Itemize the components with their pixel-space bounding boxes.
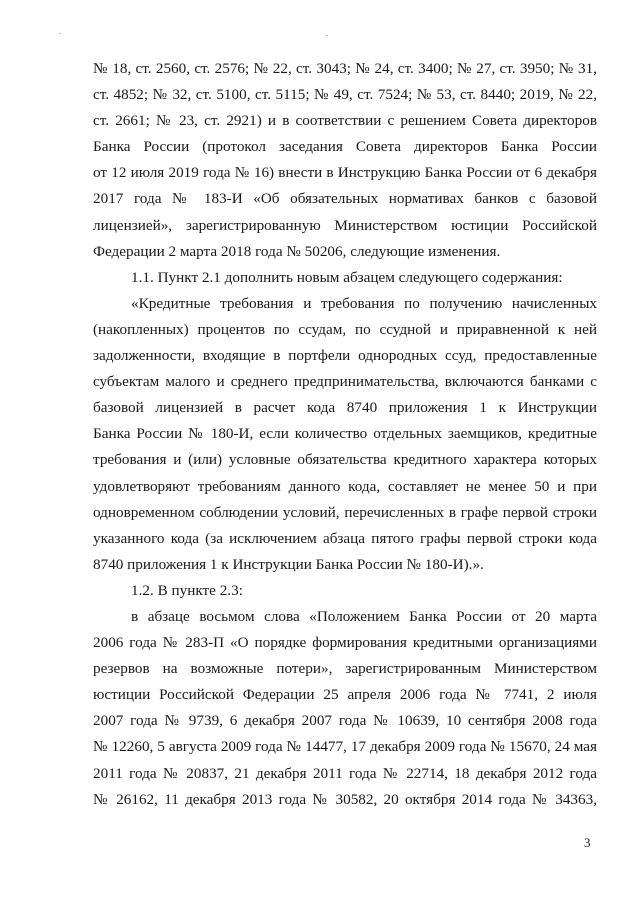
text-line: удовлетворяют требованиям данного кода, составляет не менее 50 и при	[93, 477, 597, 495]
text-line: указанного кода (за исключением абзаца пятого графы первой строки кода	[93, 529, 597, 547]
text-line: № 26162, 11 декабря 2013 года № 30582, 20 октября 2014 года № 34363,	[93, 790, 597, 808]
text-line: субъектам малого и среднего предпринимательства, включаются банками с	[93, 373, 597, 391]
text-line: базовой лицензией в расчет кода 8740 приложения 1 к Инструкции	[93, 399, 597, 417]
text-line: лицензией», зарегистрированную Министерством юстиции Российской	[93, 216, 597, 234]
text-line: требования и (или) условные обязательства кредитного характера которых	[93, 451, 597, 469]
scan-artifact	[326, 35, 328, 36]
text-line: задолженности, входящие в портфели однородных ссуд, предоставленные	[93, 347, 597, 365]
text-line: «Кредитные требования и требования по получению начисленных	[131, 294, 597, 312]
text-line: 2017 года № 183-И «Об обязательных нормативах банков с базовой	[93, 190, 597, 208]
text-line: Банка России (протокол заседания Совета директоров Банка России	[93, 138, 597, 156]
text-line: 2011 года № 20837, 21 декабря 2011 года № 22714, 18 декабря 2012 года	[93, 764, 597, 782]
scan-artifact	[59, 33, 61, 34]
text-line: № 18, ст. 2560, ст. 2576; № 22, ст. 3043; № 24, ст. 3400; № 27, ст. 3950; № 31,	[93, 60, 597, 77]
text-line: резервов на возможные потери», зарегистрированным Министерством	[93, 660, 597, 678]
text-line: в абзаце восьмом слова «Положением Банка России от 20 марта	[131, 607, 597, 625]
text-line: 2006 года № 283-П «О порядке формирования кредитными организациями	[93, 634, 597, 652]
text-line: юстиции Российской Федерации 25 апреля 2006 года № 7741, 2 июля	[93, 686, 597, 704]
text-line: ст. 4852; № 32, ст. 5100, ст. 5115; № 49, ст. 7524; № 53, ст. 8440; 2019, № 22,	[93, 86, 597, 104]
text-line: одновременном соблюдении условий, перечисленных в графе первой строки	[93, 503, 597, 521]
text-line: 1.2. В пункте 2.3:	[131, 581, 243, 599]
text-line: ст. 2661; № 23, ст. 2921) и в соответствии с решением Совета директоров	[93, 112, 597, 130]
text-line: Банка России № 180-И, если количество отдельных заемщиков, кредитные	[93, 425, 597, 443]
text-line: 1.1. Пункт 2.1 дополнить новым абзацем следующего содержания:	[131, 268, 563, 286]
text-line: 2007 года № 9739, 6 декабря 2007 года № 10639, 10 сентября 2008 года	[93, 712, 597, 730]
page-number: 3	[584, 835, 591, 850]
text-line: (накопленных) процентов по ссудам, по ссудной и приравненной к ней	[93, 320, 597, 338]
body-text	[93, 56, 597, 813]
text-line: 8740 приложения 1 к Инструкции Банка России № 180-И).».	[93, 555, 484, 573]
text-line: от 12 июля 2019 года № 16) внести в Инструкцию Банка России от 6 декабря	[93, 164, 597, 182]
text-line: Федерации 2 марта 2018 года № 50206, следующие изменения.	[93, 242, 501, 260]
text-line: № 12260, 5 августа 2009 года № 14477, 17 декабря 2009 года № 15670, 24 мая	[93, 738, 597, 756]
